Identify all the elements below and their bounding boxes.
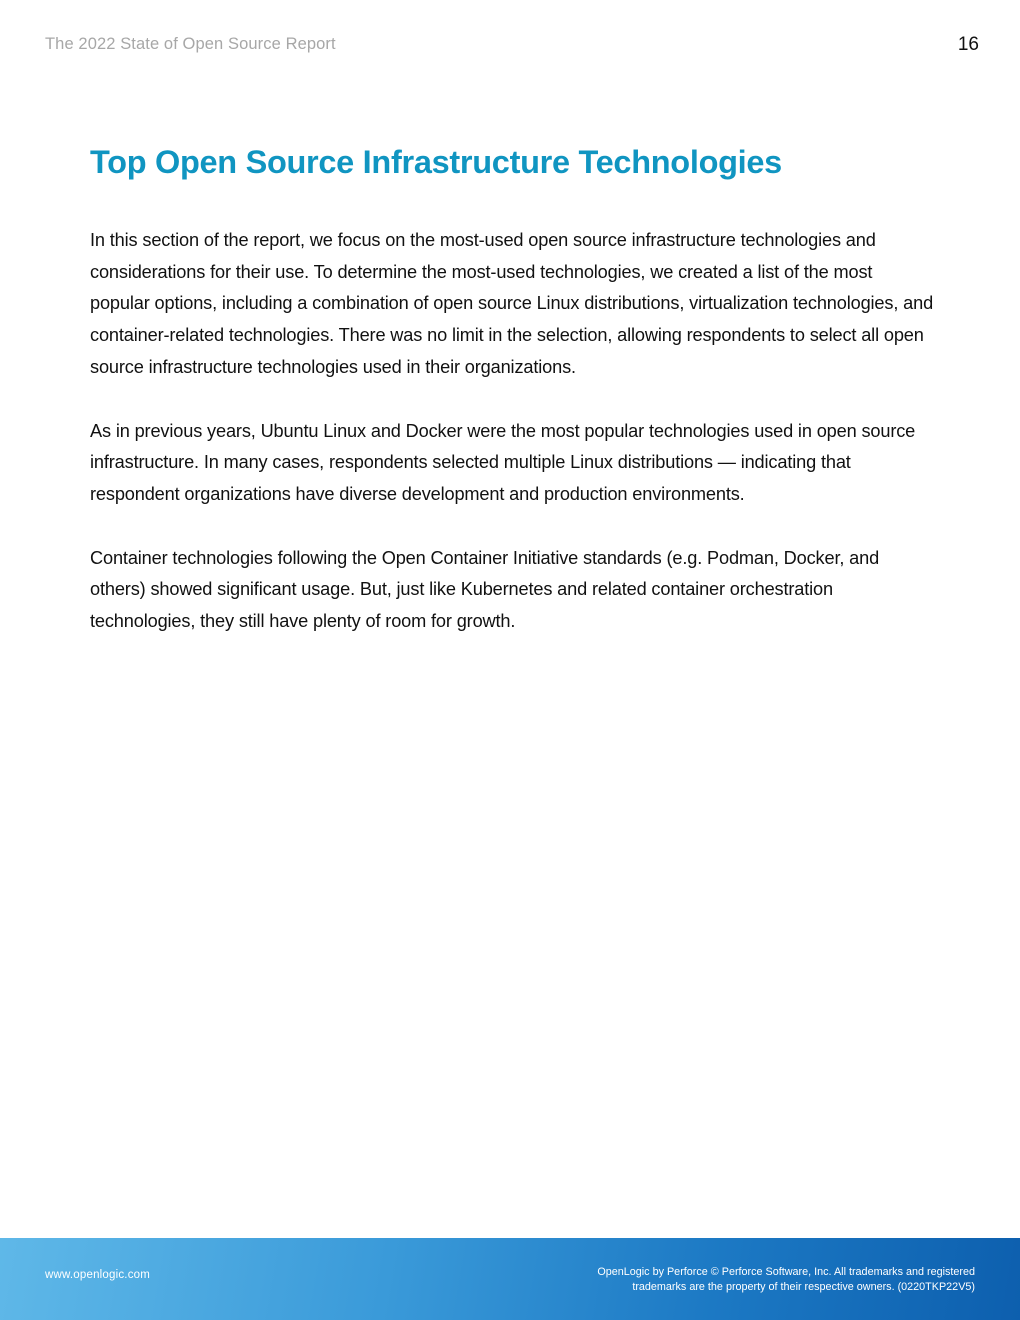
legal-line-2: trademarks are the property of their respective owners. (0220TKP22V5) — [632, 1281, 975, 1293]
footer-legal-notice — [535, 1265, 975, 1295]
section-heading: Top Open Source Infrastructure Technologies — [90, 144, 782, 180]
paragraph-container-technologies: Container technologies following the Open Container Initiative standards (e.g. Podman, Docker, and others) showed significant usage. But, just like Kubernetes and related container orchestration technologies, they still have plenty of room for growth. — [90, 547, 880, 632]
legal-line-1: OpenLogic by Perforce © Perforce Software, Inc. All trademarks and registered — [597, 1266, 975, 1278]
page-number: 16 — [957, 34, 979, 55]
page-footer — [0, 1238, 1020, 1320]
footer-website-link[interactable]: www.openlogic.com — [45, 1269, 151, 1281]
paragraph-popular-technologies: As in previous years, Ubuntu Linux and Docker were the most popular technologies used in open source infrastructure. In many cases, respondents selected multiple Linux distributions — indicating that respondent organizations have diverse development and production environments. — [90, 420, 916, 504]
main-content — [90, 140, 935, 638]
page-header — [45, 34, 979, 58]
paragraph-intro: In this section of the report, we focus on the most-used open source infrastructure technologies and considerations for their use. To determine the most-used technologies, we created a list of the most popular options, including a combination of open source Linux distributions, virtualization technologies, and container-related technologies. There was no limit in the selection, allowing respondents to select all open source infrastructure technologies used in their organizations. — [90, 230, 934, 377]
report-title: The 2022 State of Open Source Report — [45, 35, 336, 53]
